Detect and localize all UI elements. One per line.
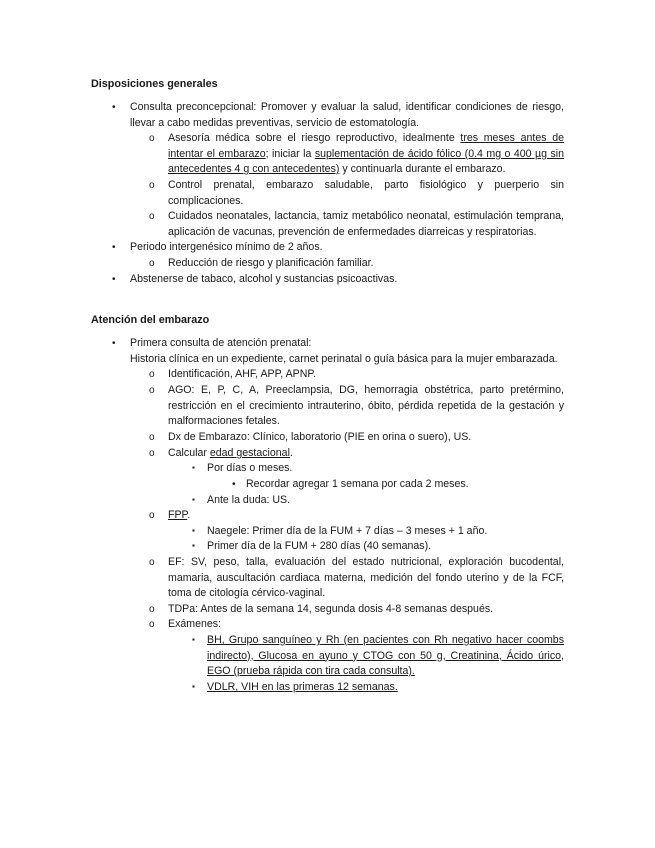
section-title-disposiciones: Disposiciones generales xyxy=(91,78,218,90)
list-item-text: Historia clínica en un expediente, carnet perinatal o guía básica para la mujer embarazada. xyxy=(130,352,558,365)
underlined-text: FPP xyxy=(168,509,188,521)
list-item-text: Primer día de la FUM + 280 días (40 semanas). xyxy=(207,540,432,552)
circle-marker: o xyxy=(149,557,155,568)
circle-marker: o xyxy=(149,432,155,443)
circle-marker: o xyxy=(149,510,155,521)
list-item-text: Consulta preconcepcional: Promover y evaluar la salud, identificar condiciones de riesgo, llevar a cabo medidas preventivas, servicio de estomatología. xyxy=(130,101,564,129)
square-marker: ▪ xyxy=(192,541,195,550)
circle-marker: o xyxy=(149,258,155,269)
list-item xyxy=(149,178,564,209)
list-item xyxy=(112,272,564,288)
list-item xyxy=(112,336,564,367)
list-item xyxy=(232,477,564,493)
section-title-atencion: Atención del embarazo xyxy=(91,314,210,326)
list-item-text: Asesoría médica sobre el riesgo reproductivo, idealmente xyxy=(168,132,461,144)
list-item xyxy=(149,367,564,383)
circle-marker: o xyxy=(149,604,155,615)
circle-marker: o xyxy=(149,180,155,191)
list-item-text: Calcular xyxy=(168,447,210,459)
list-item-text: ; iniciar la xyxy=(265,147,315,160)
underlined-text: tres meses antes de intentar el embarazo xyxy=(168,132,564,160)
list-item-text: Naegele: Primer día de la FUM + 7 días – 3 meses + 1 año. xyxy=(207,525,488,537)
list-item xyxy=(192,633,564,680)
list-item xyxy=(149,209,564,240)
list-item-text: Control prenatal, embarazo saludable, parto fisiológico y puerperio sin complicaciones. xyxy=(168,179,564,207)
list-item-text: Periodo intergenésico mínimo de 2 años. xyxy=(130,241,323,253)
list-item-text: AGO: E, P, C, A, Preeclampsia, DG, hemorragia obstétrica, parto pretérmino, restricción en el crecimiento intrauterino, óbito, pérdida repetida de la gestación y malformaciones fetales. xyxy=(168,384,564,427)
bullet-marker: • xyxy=(112,338,116,349)
list-item xyxy=(192,680,564,696)
list-item-text: EF: SV, peso, talla, evaluación del estado nutricional, exploración bucodental, mamaria, auscultación cardiaca materna, medición del fondo uterino y de la FCF, toma de citología cérvico-vaginal. xyxy=(168,556,564,599)
list-item-text: Abstenerse de tabaco, alcohol y sustancias psicoactivas. xyxy=(130,273,398,285)
list-item-text: Exámenes: xyxy=(168,618,221,630)
list-item-text: Recordar agregar 1 semana por cada 2 meses. xyxy=(246,478,469,490)
list-item xyxy=(192,493,564,509)
list-item xyxy=(192,539,564,555)
list-item-text: Reducción de riesgo y planificación familiar. xyxy=(168,257,374,269)
square-marker: ▪ xyxy=(192,682,195,691)
bullet-marker: • xyxy=(112,102,116,113)
list-item-text: y continuarla durante el embarazo. xyxy=(339,163,506,175)
underlined-text: suplementación de ácido fólico (0.4 mg o 400 µg sin antecedentes 4 g con antecedentes) xyxy=(168,147,565,175)
list-item-text: Identificación, AHF, APP, APNP. xyxy=(168,368,317,380)
list-item xyxy=(149,256,564,272)
bullet-marker: • xyxy=(112,274,116,285)
list-item xyxy=(149,430,564,446)
list-item-text: Por días o meses. xyxy=(207,462,293,474)
underlined-text: edad gestacional xyxy=(209,447,290,459)
bullet-marker: • xyxy=(232,479,236,490)
list-item xyxy=(192,461,564,477)
list-item-text: . xyxy=(289,447,293,459)
underlined-text: BH, Grupo sanguíneo y Rh (en pacientes con Rh negativo hacer coombs indirecto), Glucosa en ayuno y CTOG con 50 g, Creatinina, Ácido úrico, EGO (prueba rápida con tira cada consulta). xyxy=(207,634,564,677)
list-item-text: Ante la duda: US. xyxy=(207,494,291,506)
list-item xyxy=(192,524,564,540)
square-marker: ▪ xyxy=(192,635,195,644)
circle-marker: o xyxy=(149,619,155,630)
circle-marker: o xyxy=(149,385,155,396)
circle-marker: o xyxy=(149,448,155,459)
list-item xyxy=(112,100,564,131)
list-item-text: Primera consulta de atención prenatal: xyxy=(130,337,312,349)
circle-marker: o xyxy=(149,369,155,380)
square-marker: ▪ xyxy=(192,526,195,535)
bullet-marker: • xyxy=(112,242,116,253)
list-item xyxy=(149,508,564,524)
circle-marker: o xyxy=(149,133,155,144)
square-marker: ▪ xyxy=(192,463,195,472)
list-item-text: Dx de Embarazo: Clínico, laboratorio (PIE en orina o suero), US. xyxy=(168,431,472,443)
list-item xyxy=(149,446,564,462)
list-item xyxy=(149,555,564,602)
list-item xyxy=(149,602,564,618)
list-item-text: TDPa: Antes de la semana 14, segunda dosis 4-8 semanas después. xyxy=(168,603,494,615)
list-item-text: . xyxy=(187,509,191,521)
list-item xyxy=(149,383,564,430)
circle-marker: o xyxy=(149,211,155,222)
list-item xyxy=(149,131,565,178)
square-marker: ▪ xyxy=(192,495,195,504)
list-item-text: Cuidados neonatales, lactancia, tamiz metabólico neonatal, estimulación temprana, aplicación de vacunas, prevención de enfermedades diarreicas y respiratorias. xyxy=(168,210,564,238)
list-item xyxy=(149,617,564,633)
underlined-text: VDLR, VIH en las primeras 12 semanas. xyxy=(207,681,398,693)
list-item xyxy=(112,240,564,256)
